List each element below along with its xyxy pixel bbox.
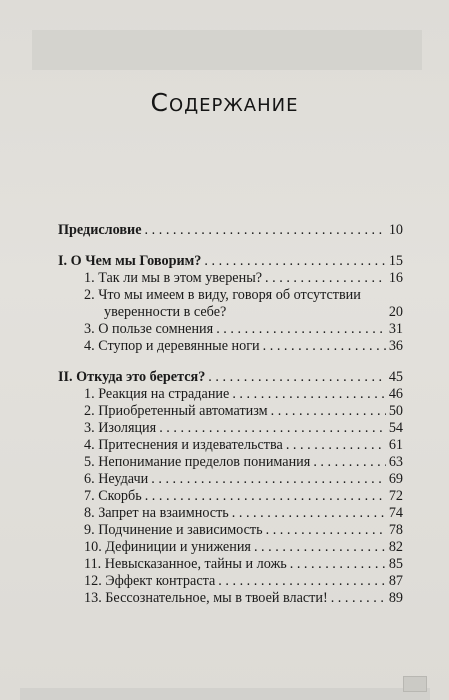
toc-page-number: 74	[388, 505, 403, 521]
footer-band	[20, 688, 430, 700]
dot-leader	[208, 369, 386, 386]
toc-page-number: 31	[388, 321, 403, 337]
toc-page-number: 82	[388, 539, 403, 555]
toc-page-number: 50	[388, 403, 403, 419]
dot-leader	[313, 454, 386, 471]
toc-entry[interactable]	[58, 539, 403, 556]
toc-chapter-label: II. Откуда это берется?	[58, 369, 206, 385]
dot-leader	[204, 253, 385, 270]
toc-entry[interactable]	[58, 338, 403, 355]
toc-entry[interactable]	[58, 488, 403, 505]
toc-page-number: 36	[388, 338, 403, 354]
toc-page-number: 16	[388, 270, 403, 286]
toc-entry-label: 3. Изоляция	[84, 420, 157, 436]
page-corner-mark	[403, 676, 427, 692]
toc-entry[interactable]	[58, 321, 403, 338]
dot-leader	[331, 590, 386, 607]
toc-entry-label: 12. Эффект контраста	[84, 573, 216, 589]
toc-page-number: 87	[388, 573, 403, 589]
dot-leader	[254, 539, 386, 556]
toc-page-number: 69	[388, 471, 403, 487]
dot-leader	[218, 573, 386, 590]
toc-page-number: 72	[388, 488, 403, 504]
toc-entry-label: 1. Реакция на страдание	[84, 386, 230, 402]
dot-leader	[265, 270, 386, 287]
toc-entry-label: 4. Притеснения и издевательства	[84, 437, 283, 453]
toc-chapter-1[interactable]	[58, 253, 403, 270]
toc-chapter-2[interactable]	[58, 369, 403, 386]
toc-entry[interactable]	[58, 505, 403, 522]
toc-page-number: 15	[388, 253, 403, 269]
dot-leader	[145, 488, 386, 505]
toc-entry-label: 1. Так ли мы в этом уверены?	[84, 270, 263, 286]
toc-page-number: 63	[388, 454, 403, 470]
toc-page-number: 45	[388, 369, 403, 385]
toc-entry[interactable]	[58, 590, 403, 607]
table-of-contents	[58, 222, 403, 607]
toc-entry-label: 4. Ступор и деревянные ноги	[84, 338, 260, 354]
toc-page-number: 61	[388, 437, 403, 453]
toc-entry[interactable]	[58, 573, 403, 590]
toc-entry-label: 13. Бессознательное, мы в твоей власти!	[84, 590, 328, 606]
dot-leader	[286, 437, 386, 454]
dot-leader	[145, 222, 386, 239]
dot-leader	[271, 403, 386, 420]
toc-page-number: 46	[388, 386, 403, 402]
toc-entry-label: 8. Запрет на взаимность	[84, 505, 229, 521]
dot-leader	[232, 505, 386, 522]
toc-entry[interactable]	[58, 437, 403, 454]
dot-leader	[266, 522, 386, 539]
toc-entry-label: 7. Скорбь	[84, 488, 142, 504]
toc-page-number: 20	[388, 304, 403, 320]
toc-page-number: 78	[388, 522, 403, 538]
toc-entry-label: 11. Невысказанное, тайны и ложь	[84, 556, 287, 572]
toc-entry[interactable]	[58, 386, 403, 403]
toc-chapter-label: I. О Чем мы Говорим?	[58, 253, 202, 269]
toc-entry[interactable]	[58, 556, 403, 573]
toc-page-number: 10	[388, 222, 403, 238]
toc-entry-label: 6. Неудачи	[84, 471, 149, 487]
toc-entry-label: 2. Приобретенный автоматизм	[84, 403, 268, 419]
toc-entry[interactable]	[58, 471, 403, 488]
dot-leader	[216, 321, 386, 338]
toc-entry-label: 3. О пользе сомнения	[84, 321, 214, 337]
toc-entry-label: Предисловие	[58, 222, 142, 238]
toc-entry-label: 5. Непонимание пределов понимания	[84, 454, 311, 470]
toc-entry-preface[interactable]	[58, 222, 403, 239]
dot-leader	[159, 420, 386, 437]
toc-entry[interactable]	[58, 522, 403, 539]
toc-entry[interactable]	[58, 420, 403, 437]
dot-leader	[263, 338, 386, 355]
page-title: Содержание	[150, 88, 299, 117]
dot-leader	[290, 556, 386, 573]
toc-entry[interactable]	[58, 454, 403, 471]
dot-leader	[151, 471, 386, 488]
toc-page-number: 54	[388, 420, 403, 436]
toc-entry[interactable]	[58, 270, 403, 287]
toc-entry[interactable]	[58, 403, 403, 420]
dot-leader	[232, 386, 386, 403]
header-band	[32, 30, 422, 70]
toc-entry-label: 9. Подчинение и зависимость	[84, 522, 263, 538]
toc-page-number: 89	[388, 590, 403, 606]
toc-entry-label: 10. Дефиниции и унижения	[84, 539, 251, 555]
toc-entry[interactable]	[58, 287, 403, 321]
toc-page-number: 85	[388, 556, 403, 572]
toc-entry-label: 2. Что мы имеем в виду, говоря об отсутствии уверенности в себе?	[84, 287, 361, 320]
